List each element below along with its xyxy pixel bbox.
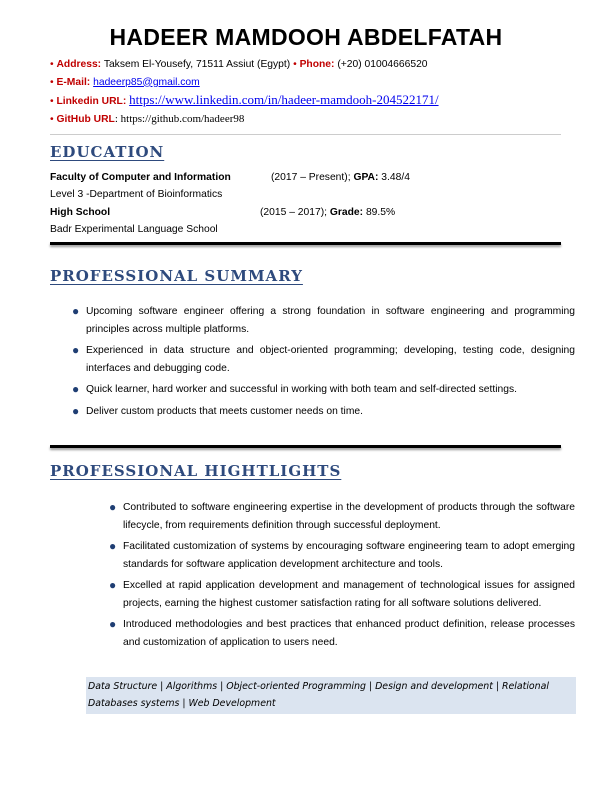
bullet-icon: ● bbox=[72, 304, 80, 318]
linkedin-label: Linkedin URL: bbox=[56, 96, 127, 107]
skills-box: Data Structure | Algorithms | Object-oriented Programming | Design and development | Relational Databases systems | Web Development bbox=[86, 677, 576, 714]
education-period: (2015 – 2017); Grade: 89.5% bbox=[260, 206, 396, 218]
linkedin-line bbox=[50, 91, 439, 111]
address-value: Taksem El-Yousefy, 71511 Assiut (Egypt) bbox=[103, 59, 291, 70]
education-row bbox=[50, 221, 570, 238]
education-section bbox=[50, 169, 570, 238]
bullet-icon: ● bbox=[72, 382, 80, 396]
email-label: E-Mail: bbox=[56, 76, 91, 88]
linkedin-link[interactable]: https://www.linkedin.com/in/hadeer-mamdooh-204522171/ bbox=[129, 92, 439, 107]
education-detail: Badr Experimental Language School bbox=[50, 223, 218, 235]
bullet-icon: • bbox=[50, 113, 54, 125]
email-line bbox=[50, 74, 439, 92]
bullet-icon: ● bbox=[109, 617, 117, 631]
list-item: ● Contributed to software engineering expertise in the development of products through the software lifecycle, from requirements definition through successful deployment. bbox=[109, 500, 575, 531]
address-label: Address: bbox=[56, 59, 102, 70]
list-item: ● Deliver custom products that meets customer needs on time. bbox=[86, 403, 575, 421]
email-link[interactable]: hadeerp85@gmail.com bbox=[93, 76, 200, 88]
bullet-icon: ● bbox=[72, 343, 80, 357]
education-heading: EDUCATION bbox=[50, 143, 165, 161]
institution: High School bbox=[50, 206, 111, 218]
github-label: GitHub URL bbox=[56, 113, 115, 125]
bullet-icon: ● bbox=[109, 500, 117, 514]
github-line bbox=[50, 111, 439, 129]
summary-heading: PROFESSIONAL SUMMARY bbox=[50, 267, 303, 285]
divider bbox=[50, 134, 561, 135]
bullet-icon: ● bbox=[72, 403, 80, 418]
bullet-icon: ● bbox=[109, 578, 117, 592]
bullet-icon: • bbox=[50, 59, 54, 70]
education-detail: Level 3 -Department of Bioinformatics bbox=[50, 189, 223, 201]
highlights-heading: PROFESSIONAL HIGHTLIGHTS bbox=[50, 462, 342, 480]
contact-info bbox=[50, 56, 439, 128]
address-line bbox=[50, 56, 439, 74]
list-item: ● Introduced methodologies and best practices that enhanced product definition, release processes and customization of application to users need. bbox=[109, 617, 575, 648]
education-row bbox=[50, 204, 570, 221]
list-item: ● Facilitated customization of systems by encouraging software engineering team to adopt emerging standards for software application development architecture and tools. bbox=[109, 539, 575, 570]
list-item: ● Excelled at rapid application development and management of technological issues for assigned projects, earning the highest customer satisfaction rating for all software solutions delivered. bbox=[109, 578, 575, 609]
bullet-icon: • bbox=[50, 96, 54, 107]
list-item: ● Upcoming software engineer offering a strong foundation in software engineering and programming principles across multiple platforms. bbox=[72, 304, 575, 335]
highlights-list bbox=[109, 499, 575, 655]
bullet-icon: ● bbox=[109, 539, 117, 553]
bullet-icon: • bbox=[50, 76, 54, 88]
institution: Faculty of Computer and Information bbox=[50, 172, 231, 183]
education-period: (2017 – Present); GPA: 3.48/4 bbox=[271, 172, 410, 183]
list-item: ● Quick learner, hard worker and successful in working with both team and self-directed settings. bbox=[86, 381, 575, 399]
phone-label: Phone: bbox=[299, 59, 335, 70]
section-divider bbox=[50, 445, 561, 448]
education-row bbox=[50, 169, 570, 186]
phone-value: (+20) 01004666520 bbox=[337, 59, 428, 70]
education-row bbox=[50, 186, 570, 203]
bullet-icon: • bbox=[293, 59, 297, 70]
section-divider bbox=[50, 242, 561, 245]
github-url: : https://github.com/hadeer98 bbox=[114, 112, 245, 125]
list-item: ● Experienced in data structure and object-oriented programming; developing, testing code, designing interfaces and debugging code. bbox=[72, 343, 575, 374]
summary-list bbox=[72, 303, 575, 424]
resume-name: HADEER MAMDOOH ABDELFATAH bbox=[109, 24, 503, 50]
